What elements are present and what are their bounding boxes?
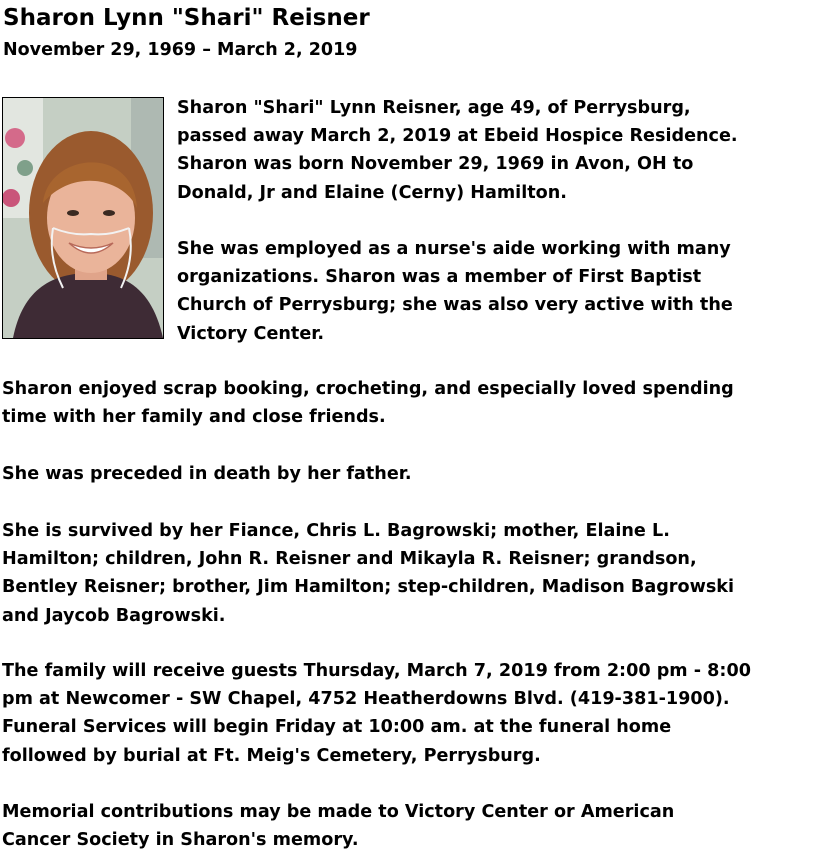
text-line: Funeral Services will begin Friday at 10:00 am. at the funeral home (2, 717, 672, 738)
survived-paragraph (2, 517, 734, 630)
text-line: Church of Perrysburg; she was also very active with the (177, 295, 733, 316)
text-line: Sharon enjoyed scrap booking, crocheting, and especially loved spending (2, 379, 734, 399)
memorial-paragraph (2, 798, 674, 854)
preceded-paragraph (2, 460, 412, 488)
obituary-dates: November 29, 1969 – March 2, 2019 (3, 40, 358, 60)
obituary-name: Sharon Lynn "Shari" Reisner (3, 5, 370, 31)
hobbies-paragraph (2, 375, 734, 431)
text-line: and Jaycob Bagrowski. (2, 605, 226, 626)
portrait-photo (2, 97, 164, 339)
text-line: Bentley Reisner; brother, Jim Hamilton; step-children, Madison Bagrowski (2, 577, 735, 598)
intro-paragraph (177, 94, 738, 207)
text-line: Sharon was born November 29, 1969 in Avon, OH to (177, 154, 694, 175)
services-paragraph (2, 657, 751, 770)
text-line: Donald, Jr and Elaine (Cerny) Hamilton. (177, 182, 567, 203)
text-line: The family will receive guests Thursday, March 7, 2019 from 2:00 pm - 8:00 (2, 661, 751, 681)
text-line: Hamilton; children, John R. Reisner and Mikayla R. Reisner; grandson, (2, 549, 697, 570)
text-line: organizations. Sharon was a member of First Baptist (177, 267, 702, 288)
text-line: passed away March 2, 2019 at Ebeid Hospice Residence. (177, 126, 738, 147)
text-line: Memorial contributions may be made to Victory Center or American (2, 802, 675, 822)
employment-paragraph (177, 235, 733, 348)
text-line: pm at Newcomer - SW Chapel, 4752 Heatherdowns Blvd. (419-381-1900). (2, 689, 730, 710)
text-line: Cancer Society in Sharon's memory. (2, 830, 359, 851)
text-line: She was employed as a nurse's aide working with many (177, 239, 731, 259)
text-line: She was preceded in death by her father. (2, 464, 412, 484)
text-line: Sharon "Shari" Lynn Reisner, age 49, of Perrysburg, (177, 98, 691, 118)
text-line: time with her family and close friends. (2, 407, 386, 428)
text-line: She is survived by her Fiance, Chris L. Bagrowski; mother, Elaine L. (2, 521, 670, 541)
text-line: followed by burial at Ft. Meig's Cemetery, Perrysburg. (2, 745, 541, 766)
text-line: Victory Center. (177, 323, 325, 344)
